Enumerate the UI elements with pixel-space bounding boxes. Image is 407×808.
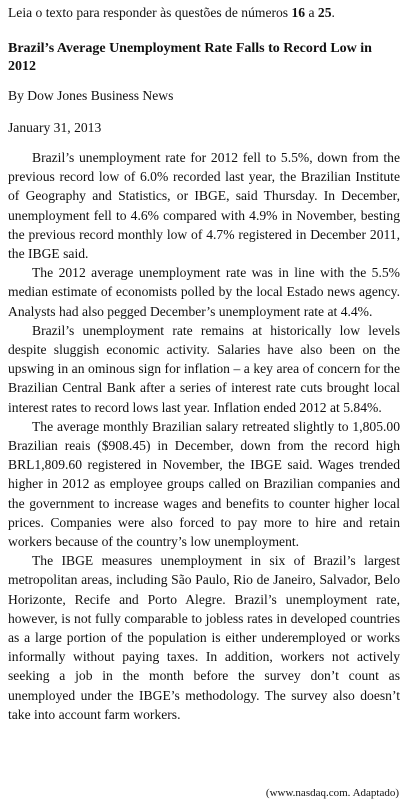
article-paragraph: The IBGE measures unemployment in six of Brazil’s largest metropolitan areas, including São Paulo, Rio de Janeiro, Salvador, Belo Horizonte, Recife and Porto Alegre. Brazil’s unemployment rate, however, is not fully comparable to jobless rates in developed countries as a large portion of the population is either underemployed or works informally without paying taxes. In addition, workers not actively seeking a job in the month before the survey don’t count as unemployed under the IBGE’s methodology. The survey also doesn’t take into account farm workers. (8, 553, 400, 722)
instruction-range-end: 25 (317, 5, 332, 20)
instruction-joiner: a (305, 5, 318, 20)
article-byline: By Dow Jones Business News (8, 88, 174, 103)
instruction-line (8, 3, 335, 22)
article-title: Brazil’s Average Unemployment Rate Falls to Record Low in 2012 (8, 41, 372, 74)
instruction-suffix: . (331, 5, 335, 20)
article-paragraph: The average monthly Brazilian salary retreated slightly to 1,805.00 Brazilian reais ($908.45) in December, down from the record high BRL1,809.60 registered in November, the IBGE said. Wages trended higher in 2012 as employee groups called on Brazilian companies and the government to increase wages and benefits to counter higher local prices. Companies were also forced to pay more to hire and retain workers because of the country’s low unemployment. (8, 418, 400, 550)
article-paragraph: Brazil’s unemployment rate remains at historically low levels despite sluggish economic activity. Salaries have also been on the upswing in an ominous sign for inflation – a key area of concern for the Brazilian Central Bank after a series of interest rate cuts brought local interest rates to record lows last year. Inflation ended 2012 at 5.84%. (8, 322, 400, 415)
article-source: (www.nasdaq.com. Adaptado) (265, 787, 399, 799)
article-paragraph: The 2012 average unemployment rate was in line with the 5.5% median estimate of economists polled by the local Estado news agency. Analysts had also pegged December’s unemployment rate at 4.4%. (8, 265, 400, 319)
article-date: January 31, 2013 (8, 120, 102, 135)
article-body (8, 148, 400, 724)
instruction-prefix: Leia o texto para responder às questões de números (8, 5, 292, 20)
instruction-range-start: 16 (291, 5, 306, 20)
article-paragraph: Brazil’s unemployment rate for 2012 fell to 5.5%, down from the previous record low of 6.0% recorded last year, the Brazilian Institute of Geography and Statistics, or IBGE, said Thursday. In December, unemployment fell to 4.6% compared with 4.9% in November, besting the previous record monthly low of 4.7% registered in December 2011, the IBGE said. (8, 150, 400, 262)
